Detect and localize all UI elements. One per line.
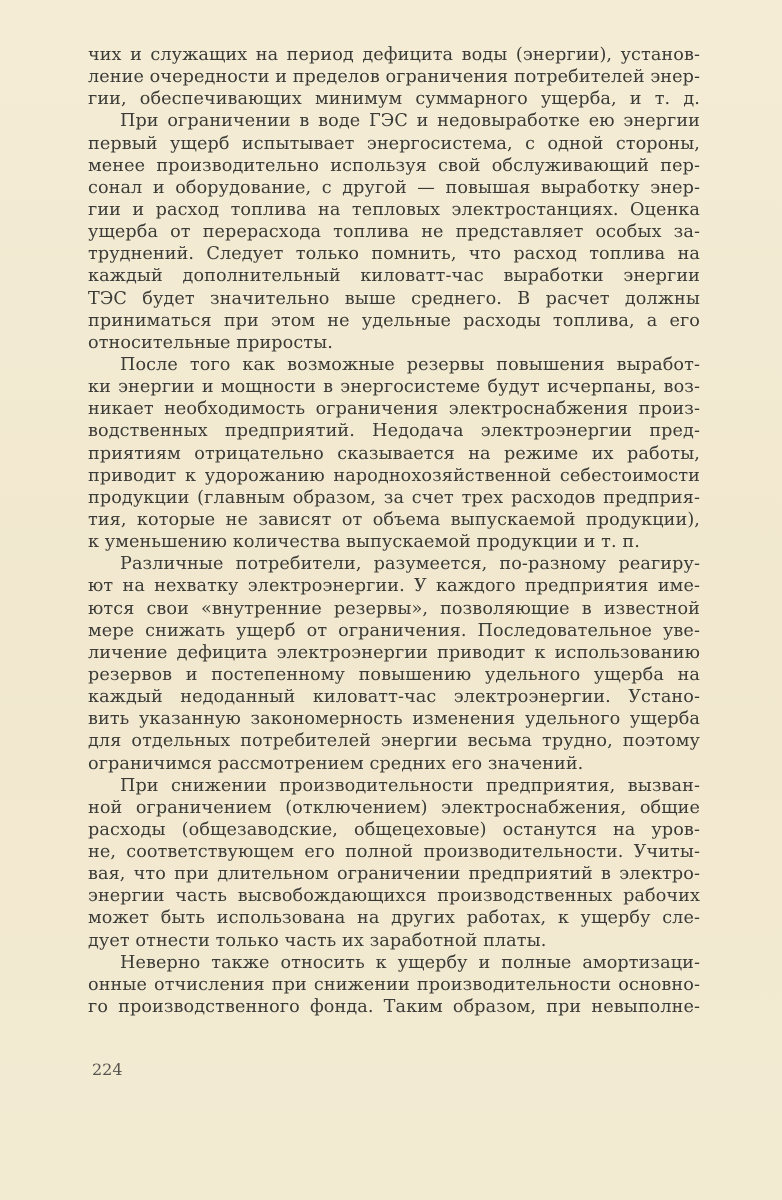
text-line: Различные потребители, разумеется, по-разному реагиру- — [120, 554, 700, 575]
text-line: первый ущерб испытывает энергосистема, с одной стороны, — [88, 133, 700, 154]
text-line: менее производительно используя свой обслуживающий пер- — [88, 155, 700, 176]
text-line: к уменьшению количества выпускаемой продукции и т. п. — [88, 532, 640, 553]
text-line: ление очередности и пределов ограничения потребителей энер- — [88, 67, 700, 88]
page-number: 224 — [92, 1060, 123, 1079]
text-line: приниматься при этом не удельные расходы топлива, а его — [88, 310, 700, 331]
text-line: приводит к удорожанию народнохозяйственной себестоимости — [88, 465, 700, 486]
text-line: ются свои «внутренние резервы», позволяющие в известной — [88, 598, 700, 619]
text-line: Неверно также относить к ущербу и полные амортизаци- — [120, 952, 700, 973]
text-line: приятиям отрицательно сказывается на режиме их работы, — [88, 443, 700, 464]
text-line: го производственного фонда. Таким образом, при невыполне- — [88, 997, 700, 1018]
text-line: ной ограничением (отключением) электроснабжения, общие — [88, 797, 700, 818]
text-line: ют на нехватку электроэнергии. У каждого предприятия име- — [88, 576, 700, 597]
text-line: При ограничении в воде ГЭС и недовыработке ею энергии — [120, 111, 700, 132]
text-line: гии, обеспечивающих минимум суммарного ущерба, и т. д. — [88, 89, 700, 110]
text-line: При снижении производительности предприятия, вызван- — [120, 775, 700, 796]
text-line: не, соответствующем его полной производительности. Учиты- — [88, 842, 700, 863]
text-line: расходы (общезаводские, общецеховые) останутся на уров- — [88, 819, 700, 840]
text-line: сонал и оборудование, с другой — повышая выработку энер- — [88, 177, 700, 198]
text-line: труднений. Следует только помнить, что расход топлива на — [88, 244, 700, 265]
text-line: После того как возможные резервы повышения выработ- — [120, 354, 700, 375]
text-line: мере снижать ущерб от ограничения. Последовательное уве- — [88, 620, 700, 641]
text-line: для отдельных потребителей энергии весьма трудно, поэтому — [88, 731, 700, 752]
text-line: ки энергии и мощности в энергосистеме будут исчерпаны, воз- — [88, 377, 700, 398]
text-line: продукции (главным образом, за счет трех расходов предприя- — [88, 487, 700, 508]
text-line: вая, что при длительном ограничении предприятий в электро- — [88, 864, 700, 885]
text-line: резервов и постепенному повышению удельного ущерба на — [88, 664, 700, 685]
text-line: дует отнести только часть их заработной платы. — [88, 930, 547, 951]
text-line: энергии часть высвобождающихся производственных рабочих — [88, 886, 700, 907]
text-line: каждый недоданный киловатт-час электроэнергии. Устано- — [88, 687, 700, 708]
text-line: личение дефицита электроэнергии приводит к использованию — [88, 642, 700, 663]
text-line: тия, которые не зависят от объема выпускаемой продукции), — [88, 509, 700, 530]
body-text — [88, 44, 700, 1018]
text-line: вить указанную закономерность изменения удельного ущерба — [88, 709, 700, 730]
text-line: гии и расход топлива на тепловых электростанциях. Оценка — [88, 199, 700, 220]
text-line: чих и служащих на период дефицита воды (энергии), установ- — [88, 45, 700, 65]
text-line: ограничимся рассмотрением средних его значений. — [88, 753, 584, 774]
text-line: никает необходимость ограничения электроснабжения произ- — [88, 399, 700, 420]
text-line: водственных предприятий. Недодача электроэнергии пред- — [88, 421, 700, 442]
text-line: онные отчисления при снижении производительности основно- — [88, 974, 700, 995]
text-line: ТЭС будет значительно выше среднего. В расчет должны — [88, 288, 700, 309]
text-line: ущерба от перерасхода топлива не представляет особых за- — [88, 222, 700, 243]
text-line: относительные приросты. — [88, 332, 333, 353]
text-line: может быть использована на других работах, к ущербу сле- — [88, 908, 700, 929]
text-line: каждый дополнительный киловатт-час выработки энергии — [88, 266, 700, 287]
